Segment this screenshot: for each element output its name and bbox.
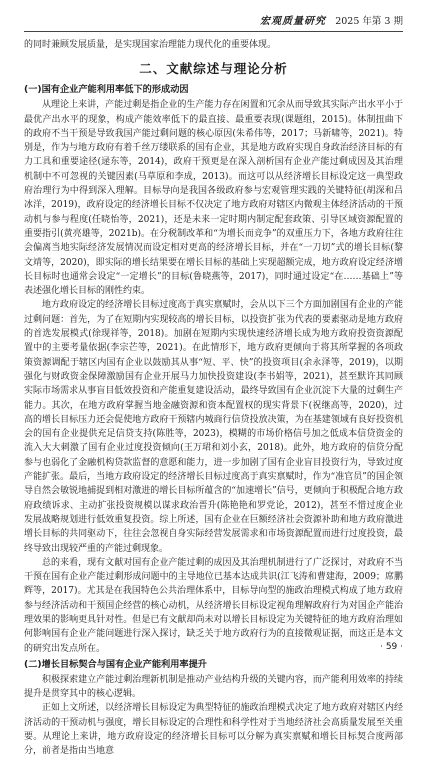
journal-title: 宏观质量研究 bbox=[260, 16, 327, 27]
paragraph: 从理论上来讲，产能过剩是指企业的生产能力存在闲置和冗余从而导致其实际产出水平小于最优产出水平的现象，构成产能效率低下的最直接、最重要表现(课题组，2015)。体制扭曲下的政府不当干预是导致我国产能过剩问题的核心原因(朱希伟等，2017；马新啸等，2021)。特别是，作为与地方政府有着千丝万缕联系的国有企业，其是地方政府实现自身政治经济目标的有力工具和重要途径(逯东等，2014)，政府干预更是在深入剖析国有企业产能过剩成因及其治理机制中不可忽视的关键因素(马草原和李成，2013)。而这可以从经济增长目标设定这一典型政府治理行为中得到深入理解。目标导向是我国各级政府参与宏观管理实践的关键特征(胡深和吕冰洋，2019)，政府设定的经济增长目标不仅决定了地方政府对辖区内微观主体经济活动的干预动机与参与程度(任晓怡等，2021)，还是未来一定时期内制定配套政策、引导区域资源配置的重要指引(黄亮雄等，2021b)。在分税制改革和“为增长而竞争”的双重压力下，各地方政府往往会偏离当地实际经济发展情况而设定相对更高的经济增长目标，并在“一刀切”式的增长目标(黎文靖等，2020)，即实际的增长结果要在增长目标的基础上实现超额完成，地方政府设定经济增长目标时也通常会设定“一定增长”的目标(鲁晓燕等，2017)，同时通过设定“在……基础上”等表述强化增长目标的刚性约束。 bbox=[24, 100, 403, 297]
header-rule bbox=[24, 31, 403, 32]
subsection-title-1: (一)国有企业产能利用率低下的形成动因 bbox=[24, 84, 189, 96]
running-header bbox=[24, 14, 403, 30]
paragraph: 积极探索建立产能过剩治理新机制是推动产业结构升级的关键内容，而产能利用效率的持续提升是贯穿其中的核心逻辑。 bbox=[24, 674, 403, 700]
subsection-title-2: (二)增长目标契合与国有企业产能利用率提升 bbox=[24, 658, 207, 670]
paragraph: 总的来看，现有文献对国有企业产能过剩的成因及其治理机制进行了广泛探讨，对政府不当干预在国有企业产能过剩形成问题中的主导地位已基本达成共识(江飞涛和曹建海，2009；席鹏辉等，2017)。尤其是在我国特色公共治理体系中，目标导向型的施政治理模式构成了地方政府参与经济活动和干预国企经营的核心动机，从经济增长目标设定视角理解政府行为对国企产能治理效果的影响更具针对性。但是已有文献却尚未对以增长目标设定为关键特征的地方政府治理如何影响国有企业产能问题进行深入探讨，缺乏关于地方政府行为的直接微观证据，而这正是本文的研究出发点所在。 bbox=[24, 557, 403, 654]
section-title: 二、文献综述与理论分析 bbox=[139, 61, 288, 77]
paragraph: 地方政府设定的经济增长目标过度高于真实禀赋时，会从以下三个方面加剧国有企业的产能过剩问题：首先，为了在短期内实现较高的增长目标，以投资扩张为代表的要素驱动是地方政府的首选发展模式(徐现祥等，2018)。加剧在短期内实现快速经济增长成为地方政府投资资源配置中的主要考量依据(李宗芒等，2021)。在此情形下，地方政府更倾向于将其所掌握的各项政策资源调配于辖区内国有企业以鼓励其从事“短、平、快”的投资项目(余永泽等，2019)，以期强化与财政资金保障激励国有企业开展马力加快投资建设(李书娟等，2021)，甚至默许其同顾实际市场需求从事盲目低效投资和产能重复建设活动，最终导致国有企业沉淀下大量的过剩生产能力。其次，在地方政府掌握当地金融资源和资本配置权的现实背景下(祝继高等，2020)，过高的增长目标压力还会促使地方政府干预辖内城商行信贷投放决策，为在基建领域有良好投资机会的国有企业提供充足信贷支持(陈胜等，2023)，模糊的市场价格信号加之低成本信贷资金的流入大大刺激了国有企业过度投资倾向(王万珺和刘小玄，2018)。此外，地方政府的信贷分配参与也弱化了金融机构贷款监督的意愿和能力，进一步加剧了国有企业盲目投资行为，导致过度产能扩张。最后，当地方政府设定的经济增长目标过度高于真实禀赋时，作为“准官员”的国企领导自然会敏锐地捕捉到相对激进的增长目标所蕴含的“加速增长”信号，更倾向于积极配合地方政府政绩诉求、主动扩张投资规模以谋求政治晋升(陈艳艳和罗党论，2012)，甚至不惜过度企业发展战略规划进行低效重复投资。综上所述，国有企业在巨额经济社会资源补助和地方政府激进增长目标的共同驱动下，往往会忽视自身实际经营发展需求和市场资源配置而进行过度投资，最终导致出现较严重的产能过剩现象。 bbox=[24, 300, 403, 554]
issue-label: 2025 年第 3 期 bbox=[335, 16, 403, 27]
page-number: · 59 · bbox=[380, 642, 403, 652]
article-body bbox=[24, 38, 403, 759]
paragraph: 正如上文所述，以经济增长目标设定为典型特征的施政治理模式决定了地方政府对辖区内经济活动的干预动机与强度，增长目标设定的合理性和科学性对于当地经济社会高质量发展至关重要。从理论上来讲，地方政府设定的经济增长目标可以分解为真实禀赋和增长目标契合度两部分，前者是指由当地意 bbox=[24, 703, 403, 757]
intro-line: 的同时兼顾发展质量，是实现国家治理能力现代化的重要体现。 bbox=[24, 40, 277, 50]
